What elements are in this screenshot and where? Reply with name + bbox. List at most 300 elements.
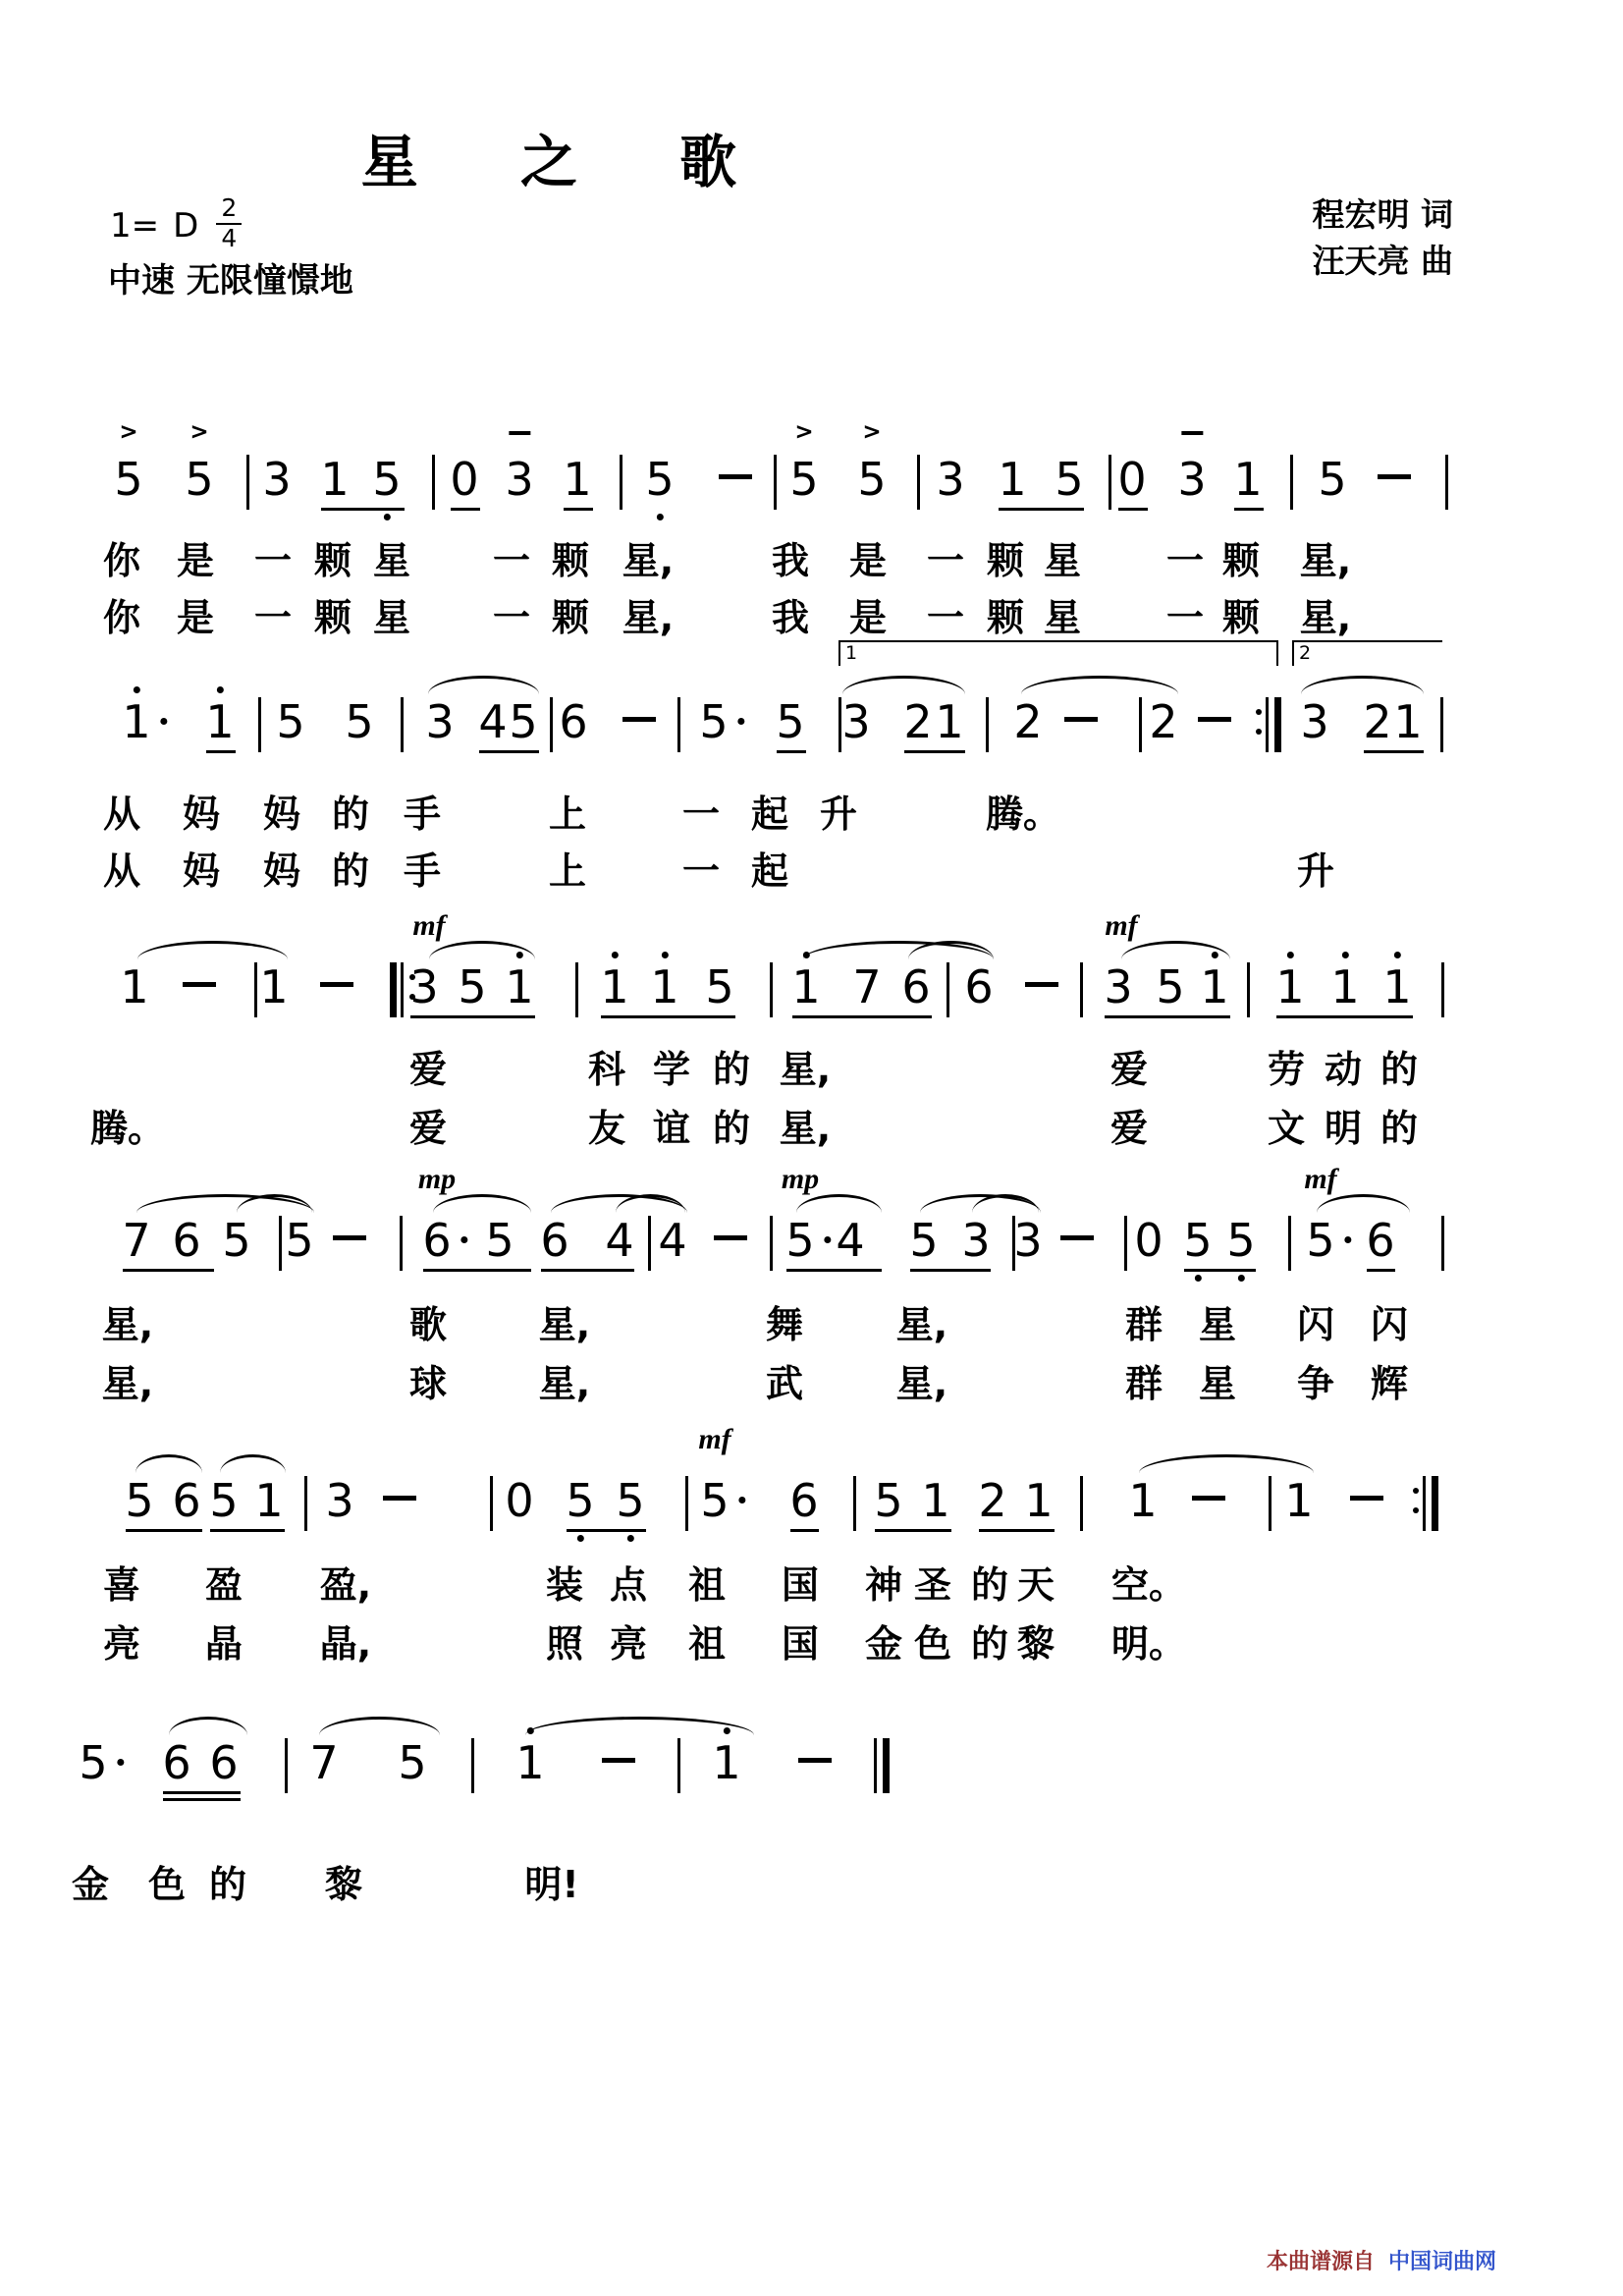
lyric-char: 一 (1165, 596, 1205, 639)
dynamic-marking: mf (1304, 1163, 1337, 1195)
half-note-dash (798, 1758, 832, 1763)
barline (279, 1216, 282, 1271)
note-token: 5 (398, 1736, 427, 1789)
note-token: 5 (285, 1214, 314, 1267)
repeat-end-barline (1266, 697, 1269, 752)
note-token: 1 (712, 1740, 740, 1785)
note-token: 2 (978, 1474, 1007, 1527)
lyric-char: 颗 (1221, 596, 1261, 639)
note-token: 6 (901, 960, 931, 1013)
lyric-char: 武 (765, 1362, 804, 1405)
lyric-char: 爱 (408, 1048, 448, 1091)
lyric-char: 一 (926, 596, 965, 639)
note-token: 5 > (789, 419, 819, 506)
beam-underline (875, 1529, 951, 1532)
barline (677, 697, 680, 752)
note-token: 1 (921, 1474, 950, 1527)
note-token: 5 (874, 1474, 903, 1527)
note-token: 4 (605, 1214, 634, 1267)
beam-underline (321, 508, 405, 511)
half-note-dash (1350, 1496, 1383, 1501)
lyric-char: 的 (970, 1622, 1009, 1666)
slur (796, 1194, 882, 1213)
tempo-marking: 中速 无限憧憬地 (108, 261, 353, 301)
note-token: 3 (961, 1214, 991, 1267)
song-title: 星 之 歌 (360, 129, 779, 195)
slur (842, 676, 965, 694)
note-token: 6 (1366, 1214, 1395, 1267)
lyric-char: 劳 (1267, 1048, 1306, 1091)
note-token: 5 (222, 1214, 251, 1267)
lyric-char: 起 (750, 849, 789, 893)
barline (1124, 1216, 1127, 1271)
lyric-char: 手 (403, 849, 442, 893)
note-token: 1 (320, 453, 350, 506)
lyric-char: 星, (101, 1362, 154, 1405)
note-token: 1 (935, 695, 964, 748)
footer-site-link[interactable]: 中国词曲网 (1388, 2250, 1497, 2274)
lyric-char: 黎 (1016, 1622, 1055, 1666)
barline (770, 1216, 773, 1271)
half-note-dash (1198, 717, 1231, 722)
slur (1139, 1454, 1314, 1473)
dynamic-marking: mp (417, 1163, 457, 1195)
note-token: 1 (1382, 964, 1411, 1010)
dynamic-marking: mf (698, 1423, 731, 1455)
key-prefix: 1= (110, 205, 160, 246)
note-token: 2 (903, 695, 933, 748)
note-token: 0 (1134, 1214, 1163, 1267)
repeat-start-barline (390, 962, 397, 1017)
note-token: 7 (309, 1736, 339, 1789)
note-token: 5 (485, 1214, 514, 1267)
note-token: 5 > (114, 419, 143, 506)
note-token: 1 (791, 964, 820, 1010)
barline (246, 455, 249, 510)
beam-underline (1276, 1015, 1413, 1018)
note-token: 6 (162, 1736, 191, 1789)
note-token: 5 (209, 1474, 239, 1527)
note-token: 4 (658, 1214, 687, 1267)
slur (428, 676, 539, 694)
lyric-char: 天 (1016, 1563, 1055, 1607)
note-token: 5 (1055, 453, 1084, 506)
repeat-end-barline (1432, 1476, 1438, 1531)
slur (137, 941, 288, 959)
note-token: 5 (1318, 453, 1347, 506)
note-token: 5 (566, 1478, 594, 1523)
lyric-char: 星, (779, 1107, 832, 1150)
note-token: 1 (998, 453, 1027, 506)
note-token: 0 (505, 1474, 534, 1527)
composer-credit: 汪天亮 曲 (1312, 241, 1453, 280)
lyric-char: 颗 (551, 596, 590, 639)
note-token: 1 (650, 964, 678, 1010)
note-token: 3 (505, 457, 533, 502)
slur (220, 1454, 286, 1473)
lyric-char: 明! (524, 1863, 579, 1906)
dynamic-marking: mf (1105, 909, 1138, 942)
lyric-char: 颗 (313, 539, 352, 582)
note-token: 3 (841, 695, 871, 748)
note-token: 1 (1128, 1474, 1158, 1527)
note-token: 1 (1024, 1474, 1054, 1527)
lyric-char: 闪 (1296, 1303, 1335, 1346)
note-token: 5 (372, 457, 401, 502)
lyric-char: 的 (712, 1048, 751, 1091)
final-barline (883, 1738, 890, 1793)
note-token: 1 (1284, 1474, 1314, 1527)
lyric-char: 辉 (1370, 1362, 1409, 1405)
volta-bracket (1292, 640, 1442, 666)
barline (1109, 455, 1111, 510)
half-note-dash (1025, 982, 1058, 987)
lyric-char: 星 (1198, 1303, 1237, 1346)
note-token: 2 (1363, 695, 1392, 748)
lyric-char: 星, (895, 1303, 948, 1346)
barline (1441, 1216, 1444, 1271)
lyric-char: 点 (609, 1563, 648, 1607)
note-token: 5 (276, 695, 305, 748)
dynamic-marking: mf (412, 909, 446, 942)
note-token: 3 (1104, 960, 1133, 1013)
half-note-dash (602, 1758, 635, 1763)
note-token: 1 (1275, 964, 1304, 1010)
lyric-char: 星 (1198, 1362, 1237, 1405)
beam-underline (123, 1269, 214, 1272)
slur (1121, 941, 1230, 959)
lyric-char: 是 (848, 596, 888, 639)
note-token: 1 (1330, 964, 1359, 1010)
lyric-char: 星 (1043, 539, 1082, 582)
note-token: 1 (563, 453, 592, 506)
lyric-char: 一 (1165, 539, 1205, 582)
accent-mark: > (119, 419, 138, 445)
lyric-char: 学 (652, 1048, 691, 1091)
lyric-char: 星, (1299, 539, 1352, 582)
beam-underline (210, 1529, 285, 1532)
lyric-char: 圣 (913, 1563, 952, 1607)
barline (304, 1476, 307, 1531)
beam-underline (792, 1015, 932, 1018)
lyric-char: 的 (331, 793, 370, 836)
footer-source-label: 本曲谱源自 (1267, 2250, 1376, 2274)
barline (432, 455, 435, 510)
barline (401, 697, 404, 752)
lyric-char: 祖 (687, 1622, 727, 1666)
half-note-dash (1378, 474, 1411, 479)
lyric-char: 色 (913, 1622, 952, 1666)
barline (1269, 1476, 1271, 1531)
lyricist-credit: 程宏明 词 (1312, 195, 1453, 234)
note-token: 0 (1117, 453, 1147, 506)
accent-mark: > (862, 419, 882, 445)
barline (490, 1476, 493, 1531)
beam-underline (999, 508, 1084, 511)
lyric-char: 妈 (182, 793, 221, 836)
lyric-char: 的 (208, 1863, 247, 1906)
beam-underline (541, 1269, 634, 1272)
barline (1247, 962, 1250, 1017)
lyric-char: 的 (712, 1107, 751, 1150)
lyric-char: 晶 (204, 1622, 243, 1666)
lyric-char: 腾。 (89, 1107, 166, 1150)
beam-underline (567, 1529, 646, 1532)
note-token: 5 (909, 1214, 939, 1267)
slur (319, 1717, 440, 1735)
barline (648, 1216, 651, 1271)
beam-underline (163, 1791, 241, 1794)
note-token: 6 (422, 1218, 451, 1263)
beam-underline (1105, 1015, 1230, 1018)
lyric-char: 我 (771, 596, 810, 639)
time-signature-denominator: 4 (216, 223, 242, 253)
final-barline (874, 1738, 877, 1793)
slur (135, 1454, 202, 1473)
slur (525, 1717, 754, 1735)
barline (685, 1476, 688, 1531)
repeat-end-barline (1274, 697, 1281, 752)
note-token: 1 (122, 699, 150, 744)
beam-underline (479, 750, 539, 753)
barline (258, 697, 261, 752)
lyric-char: 盈, (319, 1563, 372, 1607)
lyric-char: 是 (176, 596, 215, 639)
note-token: 1 (205, 699, 234, 744)
barline (774, 455, 777, 510)
note-token: 5 (1183, 1218, 1212, 1263)
lyric-char: 是 (848, 539, 888, 582)
lyric-char: 闪 (1370, 1303, 1409, 1346)
barline (986, 697, 989, 752)
lyric-char: 星, (895, 1362, 948, 1405)
lyric-char: 金 (71, 1863, 110, 1906)
note-token: 5 (458, 960, 487, 1013)
note-token: 1 (1393, 695, 1423, 748)
slur (1301, 676, 1424, 694)
note-token: 3 (1013, 1214, 1043, 1267)
lyric-char: 你 (102, 539, 141, 582)
note-token: 1 (600, 964, 628, 1010)
lyric-char: 是 (176, 539, 215, 582)
lyric-char: 歌 (408, 1303, 448, 1346)
lyric-char: 色 (147, 1863, 187, 1906)
note-token: 5 (645, 457, 674, 502)
note-token: 0 (450, 453, 479, 506)
note-token: 1 (1233, 453, 1263, 506)
note-token: 5 > (857, 419, 887, 506)
note-token: 2 (1149, 695, 1178, 748)
note-token: 3 (325, 1474, 354, 1527)
barline (770, 962, 773, 1017)
lyric-char: 装 (545, 1563, 584, 1607)
lyric-char: 晶, (319, 1622, 372, 1666)
note-token: 5 (785, 1218, 814, 1263)
barline (1441, 962, 1444, 1017)
beam-underline (777, 750, 806, 753)
lyric-char: 星, (538, 1303, 591, 1346)
note-token: 6 (964, 960, 994, 1013)
half-note-dash (719, 474, 752, 479)
slur (433, 1194, 531, 1213)
barline (471, 1738, 474, 1793)
lyric-char: 升 (819, 793, 858, 836)
lyric-char: 谊 (652, 1107, 691, 1150)
note-token: 3 (1177, 457, 1206, 502)
lyric-char: 一 (253, 539, 293, 582)
note-token: 5 (1306, 1218, 1334, 1263)
half-note-dash (622, 717, 656, 722)
lyric-char: 争 (1296, 1362, 1335, 1405)
key-letter: D (173, 205, 199, 246)
lyric-char: 星, (622, 596, 675, 639)
repeat-dot (1256, 709, 1262, 715)
barline (1290, 455, 1293, 510)
lyric-char: 上 (548, 849, 587, 893)
lyric-char: 你 (102, 596, 141, 639)
lyric-char: 国 (781, 1622, 820, 1666)
repeat-dot (1256, 729, 1262, 735)
note-token: 4 (478, 695, 508, 748)
barline (1080, 962, 1083, 1017)
note-token: 6 (172, 1214, 201, 1267)
note-token: 6 (789, 1474, 819, 1527)
lyric-char: 星, (622, 539, 675, 582)
lyric-char: 友 (587, 1107, 626, 1150)
volta-bracket (839, 640, 1278, 666)
half-note-dash (183, 982, 216, 987)
lyric-char: 祖 (687, 1563, 727, 1607)
lyric-char: 的 (331, 849, 370, 893)
lyric-char: 从 (102, 793, 141, 836)
slur (1317, 1194, 1410, 1213)
lyric-char: 一 (926, 539, 965, 582)
note-token: 1 (1200, 964, 1228, 1010)
note-token: 5 (616, 1478, 644, 1523)
footer-attribution (1267, 2245, 1496, 2275)
note-token: 3 (936, 453, 965, 506)
lyric-char: 星 (372, 539, 411, 582)
note-token: 3 (262, 453, 292, 506)
lyric-char: 星, (1299, 596, 1352, 639)
half-note-dash (1060, 1235, 1094, 1240)
lyric-char: 盈 (204, 1563, 243, 1607)
lyric-char: 腾。 (985, 793, 1061, 836)
lyric-char: 爱 (408, 1107, 448, 1150)
lyric-char: 喜 (102, 1563, 141, 1607)
beam-underline (423, 1269, 531, 1272)
lyric-char: 妈 (262, 849, 301, 893)
lyric-char: 照 (545, 1622, 584, 1666)
volta-number: 2 (1299, 642, 1312, 664)
lyric-char: 颗 (551, 539, 590, 582)
beam-underline (1367, 1269, 1395, 1272)
accent-mark: > (189, 419, 209, 445)
lyric-char: 颗 (986, 539, 1025, 582)
barline (285, 1738, 288, 1793)
barline (254, 962, 257, 1017)
note-token: 1 (120, 960, 149, 1013)
lyric-char: 爱 (1109, 1107, 1149, 1150)
lyric-char: 星, (538, 1362, 591, 1405)
note-token: 1 (254, 1474, 284, 1527)
time-signature-numerator: 2 (221, 193, 238, 222)
barline (677, 1738, 680, 1793)
lyric-char: 颗 (1221, 539, 1261, 582)
barline (1440, 697, 1443, 752)
note-token: 3 (425, 695, 455, 748)
half-note-dash (333, 1235, 366, 1240)
beam-underline (1364, 750, 1424, 753)
lyric-char: 一 (492, 596, 531, 639)
lyric-char: 的 (970, 1563, 1009, 1607)
lyric-char: 星, (101, 1303, 154, 1346)
lyric-char: 文 (1267, 1107, 1306, 1150)
lyric-char: 手 (403, 793, 442, 836)
lyric-char: 妈 (262, 793, 301, 836)
barline (1288, 1216, 1291, 1271)
lyric-char: 金 (864, 1622, 903, 1666)
note-token: 6 (172, 1474, 201, 1527)
barline (853, 1476, 856, 1531)
accent-mark: > (794, 419, 814, 445)
lyric-char: 群 (1124, 1303, 1163, 1346)
beam-underline (163, 1798, 241, 1801)
note-token: 5 (1226, 1218, 1255, 1263)
lyric-char: 神 (864, 1563, 903, 1607)
lyric-char: 一 (681, 793, 721, 836)
note-token: 5 (705, 960, 734, 1013)
slur (1021, 676, 1178, 694)
note-token: 3 (1300, 695, 1329, 748)
note-token: 1 (515, 1740, 544, 1785)
lyric-char: 升 (1296, 849, 1335, 893)
lyric-char: 舞 (765, 1303, 804, 1346)
barline (620, 455, 622, 510)
lyric-char: 亮 (609, 1622, 648, 1666)
note-token: 6 (559, 695, 588, 748)
slur (429, 941, 535, 959)
repeat-dot (1413, 1507, 1419, 1513)
barline (550, 697, 553, 752)
lyric-char: 一 (253, 596, 293, 639)
lyric-char: 明。 (1110, 1622, 1187, 1666)
note-token: 5 (125, 1474, 154, 1527)
lyric-char: 的 (1380, 1107, 1419, 1150)
lyric-char: 我 (771, 539, 810, 582)
beam-underline (564, 508, 593, 511)
repeat-dot (1413, 1488, 1419, 1494)
lyric-char: 从 (102, 849, 141, 893)
half-note-dash (320, 982, 353, 987)
lyric-char: 一 (681, 849, 721, 893)
beam-underline (904, 750, 965, 753)
barline (575, 962, 578, 1017)
barline (1080, 1476, 1083, 1531)
note-token: 2 (1013, 695, 1043, 748)
barline (1139, 697, 1142, 752)
lyric-char: 颗 (986, 596, 1025, 639)
lyric-char: 的 (1380, 1048, 1419, 1091)
beam-underline (1184, 1269, 1256, 1272)
note-token: 6 (540, 1214, 569, 1267)
lyric-char: 妈 (182, 849, 221, 893)
lyric-char: 动 (1324, 1048, 1363, 1091)
half-note-dash (1192, 1496, 1225, 1501)
dynamic-marking: mp (781, 1163, 820, 1195)
note-token: 5 (509, 695, 538, 748)
slur (169, 1717, 247, 1735)
